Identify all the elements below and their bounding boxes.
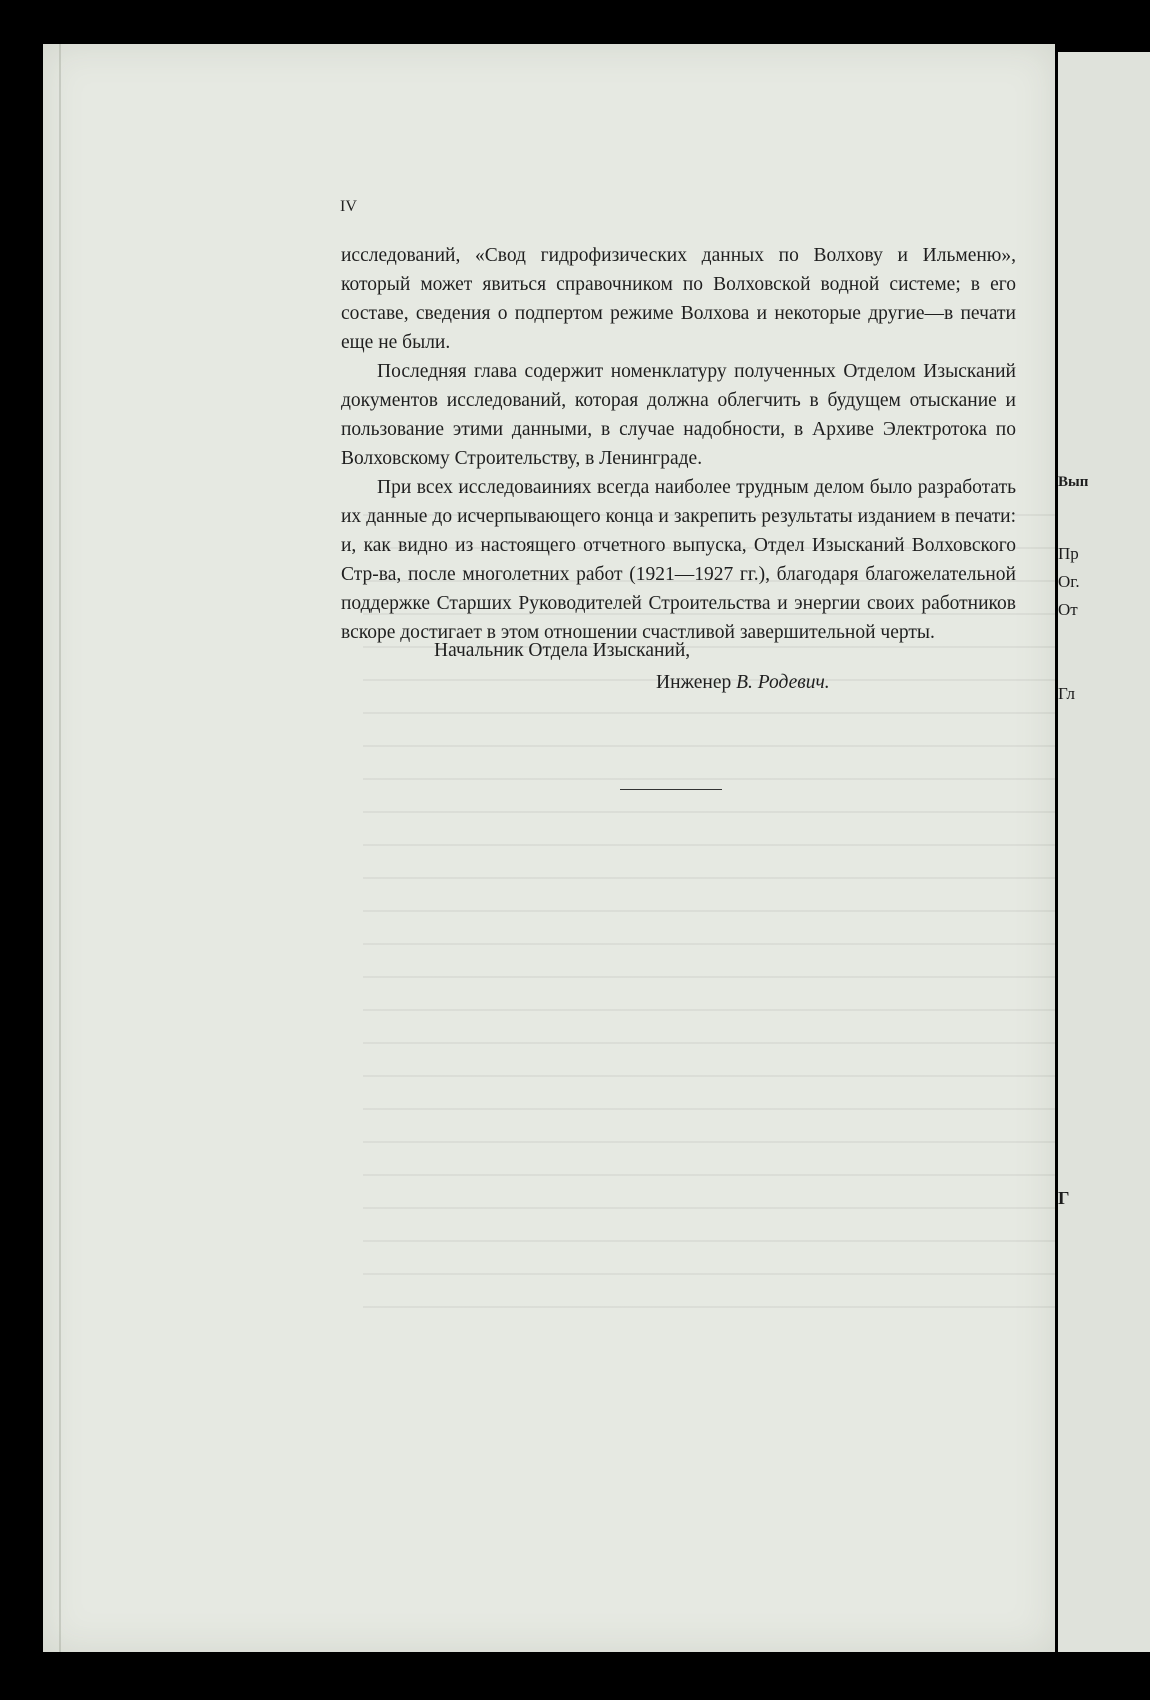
paragraph: исследований, «Свод гидрофизических данных по Волхову и Ильменю», который может явиться справочником по Волховской водной системе; в его составе, сведения о подпертом режиме Волхова и некоторые другие—в печати еще не были. <box>341 245 1016 353</box>
closing-rule <box>620 789 722 790</box>
signature-title: Инженер <box>656 672 732 693</box>
signature-position: Начальник Отдела Изысканий, <box>434 640 691 661</box>
signature <box>656 672 830 694</box>
paragraph: Последняя глава содержит номенклатуру полученных Отделом Изысканий документов исследований, которая должна облегчить в будущем отыскание и пользование этими данными, в случае надобности, в Архиве Электротока по Волховскому Строительству, в Ленинграде. <box>341 361 1016 469</box>
adjacent-page <box>1058 52 1150 1652</box>
adjacent-page-fragment: Вып <box>1058 474 1089 490</box>
paragraph: При всех исследоваиниях всегда наиболее трудным делом было разработать их данные до исчерпывающего конца и закрепить результаты изданием в печати: и, как видно из настоящего отчетного выпуска, Отдел Изысканий Волховского Стр-ва, после многолетних работ (1921—1927 гг.), благодаря благожелательной поддержке Старших Руководителей Строительства и энергии своих работников вскоре достигает в этом отношении счастливой завершительной черты. <box>341 477 1016 643</box>
adjacent-page-fragment: Г <box>1058 1188 1070 1208</box>
adjacent-page-fragment: От <box>1058 600 1078 619</box>
signature-name: В. Родевич. <box>736 672 830 693</box>
page-number: IV <box>340 198 357 215</box>
adjacent-page-fragment: Гл <box>1058 684 1076 703</box>
adjacent-page-fragment: Ог. <box>1058 572 1080 591</box>
body-text <box>341 241 1016 647</box>
adjacent-page-fragment: Пр <box>1058 544 1079 563</box>
